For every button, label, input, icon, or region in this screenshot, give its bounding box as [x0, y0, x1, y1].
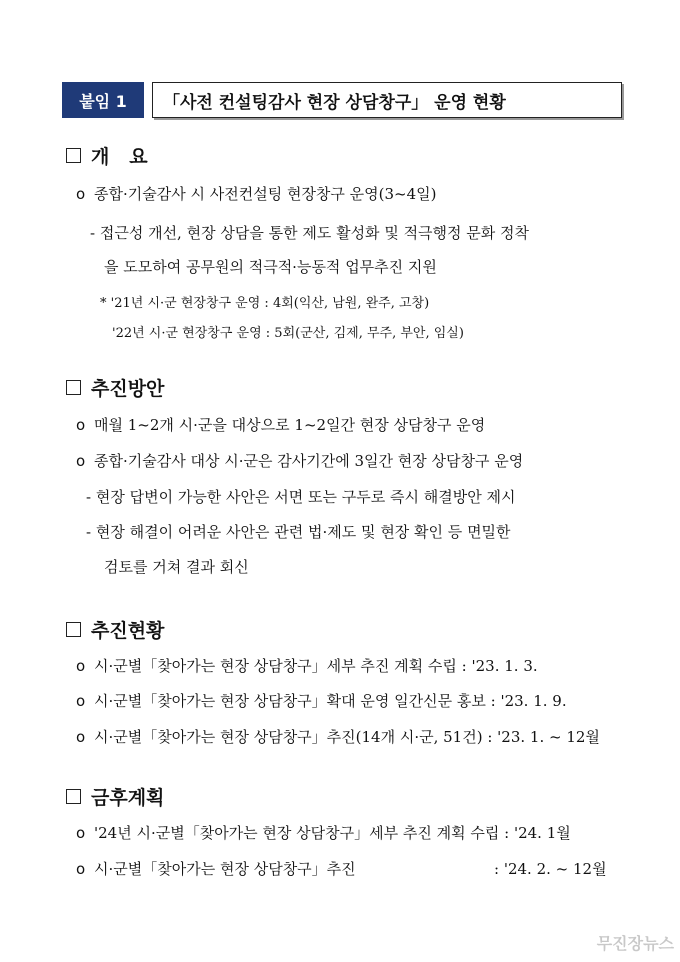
section-title: 추진현황 [91, 620, 165, 642]
section-plan [66, 374, 164, 401]
list-item: - 현장 답변이 가능한 사안은 서면 또는 구두로 즉시 해결방안 제시 [86, 488, 516, 506]
checkbox-square-icon [66, 380, 81, 395]
note-item: * '21년 시·군 현장창구 운영 : 4회(익산, 남원, 완주, 고창) [100, 296, 430, 311]
item-text: 시·군별「찾아가는 현장 상담창구」확대 운영 일간신문 홍보 : '23. 1. 9. [94, 692, 567, 710]
list-item [76, 726, 600, 747]
checkbox-square-icon [66, 148, 81, 163]
header [62, 82, 612, 118]
list-item [76, 450, 523, 471]
watermark-logo: 무진장뉴스 [596, 934, 674, 953]
section-title: 개 요 [91, 146, 148, 168]
item-text: '24년 시·군별「찾아가는 현장 상담창구」세부 추진 계획 수립 : '24. 1월 [94, 824, 571, 842]
item-text: 종합·기술감사 시 사전컨설팅 현장창구 운영(3~4일) [94, 185, 437, 203]
bullet-circle-icon: o [76, 728, 86, 746]
section-future-plan [66, 783, 164, 810]
document-title: 「사전 컨설팅감사 현장 상담창구」 운영 현황 [152, 82, 622, 118]
section-overview [66, 142, 148, 169]
section-status [66, 616, 164, 643]
attachment-badge: 붙임 1 [62, 82, 144, 118]
item-text: 시·군별「찾아가는 현장 상담창구」세부 추진 계획 수립 : '23. 1. 3. [94, 657, 538, 675]
checkbox-square-icon [66, 622, 81, 637]
section-title: 추진방안 [91, 378, 165, 400]
list-item: 을 도모하여 공무원의 적극적·능동적 업무추진 지원 [104, 258, 437, 276]
item-text: 매월 1~2개 시·군을 대상으로 1~2일간 현장 상담창구 운영 [94, 416, 486, 434]
list-item [76, 183, 437, 204]
bullet-circle-icon: o [76, 692, 86, 710]
list-item: - 접근성 개선, 현장 상담을 통한 제도 활성화 및 적극행정 문화 정착 [90, 224, 530, 242]
bullet-circle-icon: o [76, 860, 86, 878]
item-date: : '24. 2. ~ 12월 [494, 860, 607, 878]
list-item [76, 822, 571, 843]
note-item: '22년 시·군 현장창구 운영 : 5회(군산, 김제, 무주, 부안, 임실) [112, 326, 464, 341]
list-item [76, 858, 356, 879]
bullet-circle-icon: o [76, 824, 86, 842]
checkbox-square-icon [66, 789, 81, 804]
section-title: 금후계획 [91, 787, 165, 809]
list-item: - 현장 해결이 어려운 사안은 관련 법·제도 및 현장 확인 등 면밀한 [86, 523, 511, 541]
list-item [76, 655, 538, 676]
item-text: 시·군별「찾아가는 현장 상담창구」추진(14개 시·군, 51건) : '23. 1. ~ 12월 [94, 728, 600, 746]
bullet-circle-icon: o [76, 657, 86, 675]
item-text: 시·군별「찾아가는 현장 상담창구」추진 [94, 860, 356, 878]
item-text: 종합·기술감사 대상 시·군은 감사기간에 3일간 현장 상담창구 운영 [94, 452, 524, 470]
list-item [76, 690, 567, 711]
bullet-circle-icon: o [76, 185, 86, 203]
bullet-circle-icon: o [76, 452, 86, 470]
list-item: 검토를 거쳐 결과 회신 [104, 558, 249, 576]
list-item [76, 414, 485, 435]
bullet-circle-icon: o [76, 416, 86, 434]
